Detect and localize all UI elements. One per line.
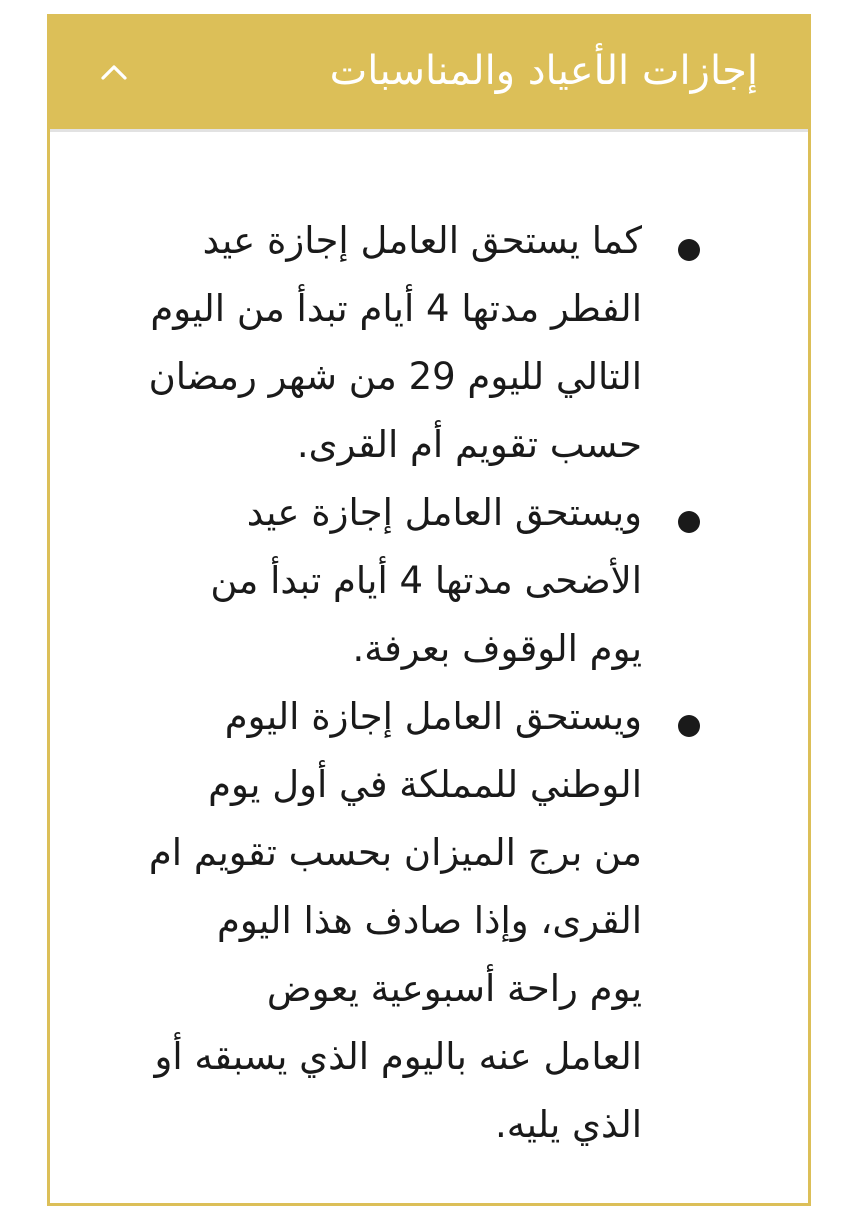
text-line: ويستحق العامل إجازة عيد xyxy=(246,491,642,534)
text-line: كما يستحق العامل إجازة عيد xyxy=(202,219,642,262)
text-line: الأضحى مدتها 4 أيام تبدأ من xyxy=(210,559,642,602)
accordion-panel xyxy=(47,14,811,1206)
list-item-eid-al-adha xyxy=(50,479,808,683)
chevron-up-icon[interactable] xyxy=(88,47,140,99)
list-item-text xyxy=(100,207,642,479)
text-line: حسب تقويم أم القرى. xyxy=(296,423,642,466)
list-item-text xyxy=(100,683,642,1159)
holiday-list xyxy=(50,207,808,1159)
text-line: التالي لليوم 29 من شهر رمضان xyxy=(148,355,642,398)
accordion-header[interactable] xyxy=(50,17,808,129)
list-item-eid-al-fitr xyxy=(50,207,808,479)
text-line: الوطني للمملكة في أول يوم xyxy=(208,763,642,806)
text-line: ويستحق العامل إجازة اليوم xyxy=(224,695,642,738)
text-line: الذي يليه. xyxy=(494,1103,642,1146)
bullet-icon xyxy=(678,511,700,533)
text-line: العامل عنه باليوم الذي يسبقه أو xyxy=(154,1035,642,1078)
accordion-title: إجازات الأعياد والمناسبات xyxy=(329,48,758,94)
text-line: القرى، وإذا صادف هذا اليوم xyxy=(216,899,642,942)
text-line: يوم راحة أسبوعية يعوض xyxy=(266,967,642,1010)
list-item-text xyxy=(100,479,642,683)
bullet-icon xyxy=(678,715,700,737)
list-item-national-day xyxy=(50,683,808,1159)
text-line: الفطر مدتها 4 أيام تبدأ من اليوم xyxy=(150,287,642,330)
text-line: يوم الوقوف بعرفة. xyxy=(352,627,642,670)
text-line: من برج الميزان بحسب تقويم ام xyxy=(148,831,642,874)
accordion-content xyxy=(50,207,808,1159)
bullet-icon xyxy=(678,239,700,261)
